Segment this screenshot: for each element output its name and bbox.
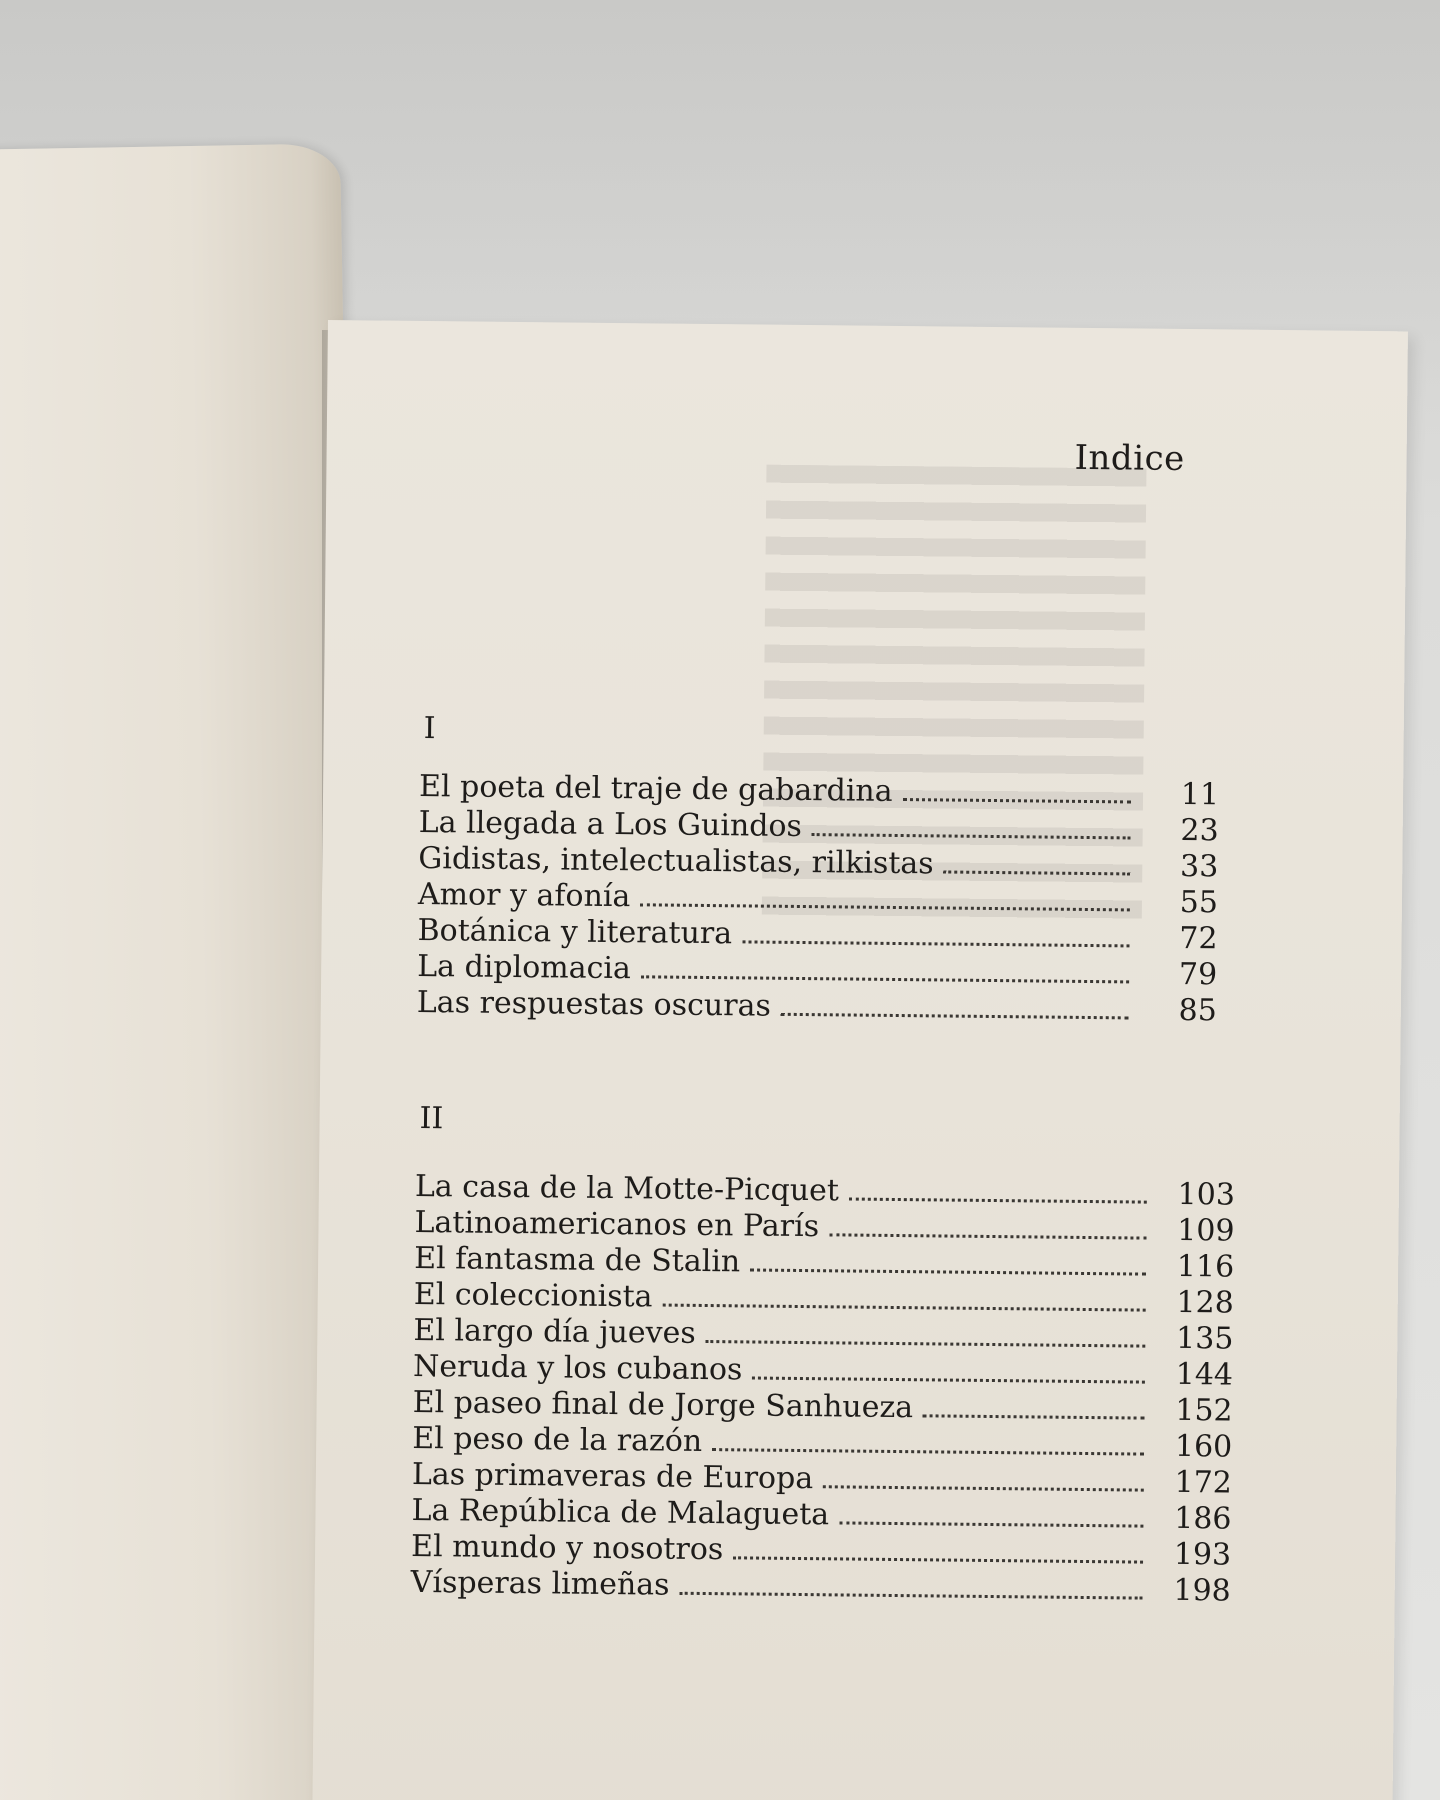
toc-leader-dots xyxy=(903,798,1132,803)
toc-entry-title: El largo día jueves xyxy=(413,1312,696,1351)
toc-entry-title: El poeta del traje de gabardina xyxy=(418,768,893,809)
toc-leader-dots xyxy=(823,1485,1144,1491)
toc-entry-title: Neruda y los cubanos xyxy=(412,1348,743,1388)
toc-entry-page: 128 xyxy=(1176,1284,1234,1321)
toc-leader-dots xyxy=(662,1304,1145,1312)
toc-entry-page: 85 xyxy=(1178,992,1217,1029)
right-book-page xyxy=(312,320,1408,1800)
toc-section-1 xyxy=(417,769,1220,1029)
page-title: Indice xyxy=(1074,437,1185,479)
toc-entry-page: 160 xyxy=(1174,1428,1233,1465)
toc-leader-dots xyxy=(839,1521,1143,1527)
toc-leader-dots xyxy=(752,1377,1145,1384)
toc-leader-dots xyxy=(640,903,1130,911)
toc-entry-title: La llegada a Los Guindos xyxy=(418,804,803,844)
toc-entry-title: La casa de la Motte-Picquet xyxy=(414,1168,840,1209)
toc-entry-title: Las primaveras de Europa xyxy=(411,1456,814,1497)
toc-section-2 xyxy=(411,1169,1235,1610)
toc-entry-page: 198 xyxy=(1173,1572,1231,1609)
toc-leader-dots xyxy=(733,1556,1143,1563)
toc-entry-title: El coleccionista xyxy=(413,1276,653,1315)
toc-leader-dots xyxy=(641,975,1129,983)
toc-entry-title: Vísperas limeñas xyxy=(410,1564,670,1603)
toc-entry-title: Amor y afonía xyxy=(417,876,631,915)
toc-entry-page: 186 xyxy=(1174,1500,1232,1537)
toc-entry-page: 33 xyxy=(1179,848,1219,885)
toc-entry-title: Las respuestas oscuras xyxy=(416,984,772,1024)
toc-entry-page: 72 xyxy=(1179,920,1218,957)
toc-leader-dots xyxy=(923,1414,1145,1419)
toc-leader-dots xyxy=(712,1448,1144,1456)
toc-entry-title: El paseo final de Jorge Sanhueza xyxy=(412,1384,914,1426)
toc-leader-dots xyxy=(849,1198,1147,1204)
toc-entry-title: El fantasma de Stalin xyxy=(413,1240,741,1280)
toc-leader-dots xyxy=(944,870,1131,875)
toc-entry-page: 79 xyxy=(1178,956,1218,993)
toc-entry-page: 11 xyxy=(1180,776,1220,813)
toc-entry-page: 144 xyxy=(1175,1356,1234,1393)
toc-leader-dots xyxy=(742,940,1129,947)
toc-entry-page: 116 xyxy=(1176,1248,1235,1285)
section-label-2: II xyxy=(419,1101,444,1137)
toc-entry-page: 193 xyxy=(1173,1536,1232,1573)
section-label-1: I xyxy=(423,711,436,747)
toc-entry-title: Gidistas, intelectualistas, rilkistas xyxy=(418,840,934,882)
toc-leader-dots xyxy=(750,1268,1146,1275)
toc-entry-page: 172 xyxy=(1174,1464,1233,1501)
toc-leader-dots xyxy=(781,1013,1129,1020)
toc-entry-page: 109 xyxy=(1177,1212,1235,1249)
toc-entry-title: Botánica y literatura xyxy=(417,912,733,952)
toc-entry-page: 23 xyxy=(1180,812,1219,849)
toc-leader-dots xyxy=(812,833,1131,839)
toc-entry-title: La República de Malagueta xyxy=(411,1492,830,1533)
toc-entry-page: 103 xyxy=(1177,1176,1236,1213)
toc-entry-title: Latinoamericanos en París xyxy=(414,1204,820,1245)
toc-entry-title: La diplomacia xyxy=(417,948,632,987)
toc-entry xyxy=(417,985,1217,1029)
toc-entry-page: 55 xyxy=(1179,884,1219,921)
toc-entry xyxy=(411,1565,1231,1610)
toc-entry-title: El peso de la razón xyxy=(412,1420,703,1459)
toc-leader-dots xyxy=(679,1592,1142,1600)
toc-leader-dots xyxy=(829,1233,1146,1239)
toc-leader-dots xyxy=(706,1340,1146,1348)
toc-entry-title: El mundo y nosotros xyxy=(410,1528,724,1568)
toc-entry-page: 135 xyxy=(1175,1320,1234,1357)
toc-entry-page: 152 xyxy=(1175,1392,1233,1429)
